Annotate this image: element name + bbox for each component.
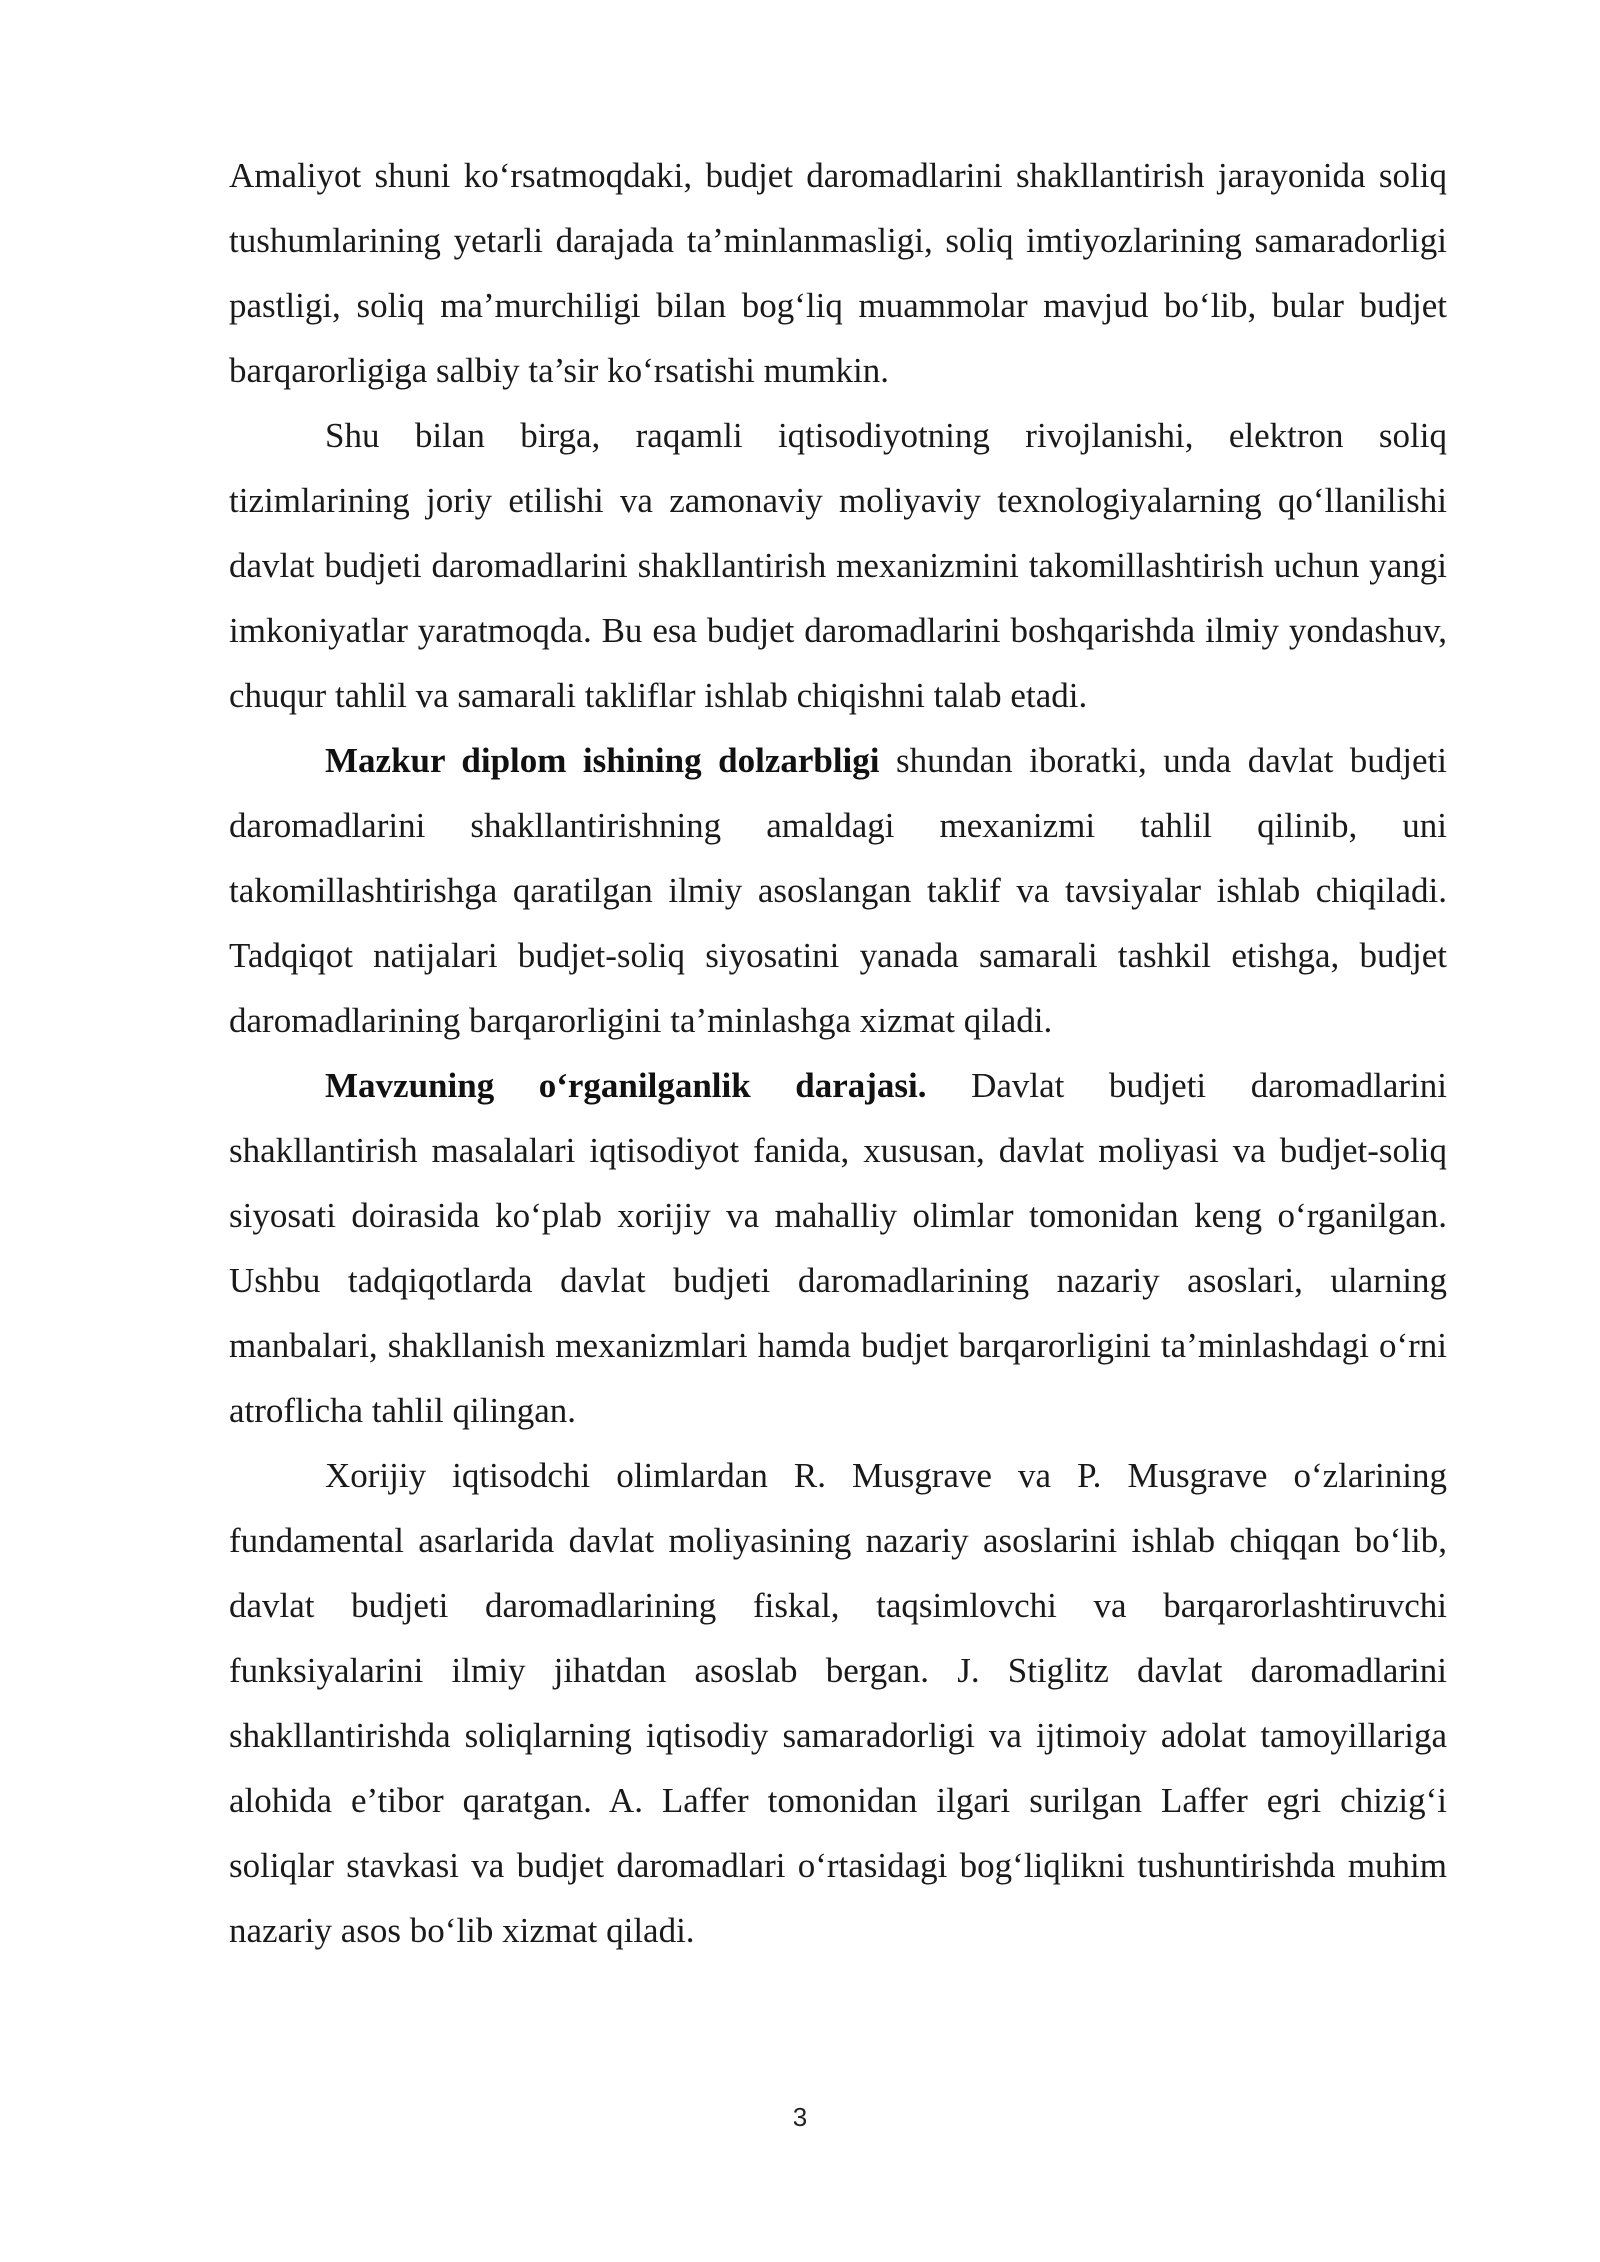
paragraph-3-bold-lead: Mazkur diplom ishining dolzarbligi <box>325 741 880 780</box>
page-number: 3 <box>792 2102 808 2132</box>
paragraph-3 <box>229 728 1447 1053</box>
body-text <box>229 143 1447 1963</box>
paragraph-5 <box>229 1443 1447 1963</box>
paragraph-2-text: Shu bilan birga, raqamli iqtisodiyotning rivojlanishi, elektron soliq tizimlarining joriy etilishi va zamonaviy moliyaviy texnologiyalarning qo‘llanilishi davlat budjeti daromadlarini shakllantirish mexanizmini takomillashtirish uchun yangi imkoniyatlar yaratmoqda. Bu esa budjet daromadlarini boshqarishda ilmiy yondashuv, chuqur tahlil va samarali takliflar ishlab chiqishni talab etadi. <box>229 416 1447 715</box>
paragraph-1 <box>229 143 1447 403</box>
paragraph-4-text: Davlat budjeti daromadlarini shakllantirish masalalari iqtisodiyot fanida, xususan, davlat moliyasi va budjet-soliq siyosati doirasida ko‘plab xorijiy va mahalliy olimlar tomonidan keng o‘rganilgan. Ushbu tadqiqotlarda davlat budjeti daromadlarining nazariy asoslari, ularning manbalari, shakllanish mexanizmlari hamda budjet barqarorligini ta’minlashdagi o‘rni atroflicha tahlil qilingan. <box>229 1066 1448 1430</box>
paragraph-4 <box>229 1053 1447 1443</box>
paragraph-4-bold-lead: Mavzuning o‘rganilganlik darajasi. <box>325 1066 927 1105</box>
paragraph-5-text: Xorijiy iqtisodchi olimlardan R. Musgrave va P. Musgrave o‘zlarining fundamental asarlarida davlat moliyasining nazariy asoslarini ishlab chiqqan bo‘lib, davlat budjeti daromadlarining fiskal, taqsimlovchi va barqarorlashtiruvchi funksiyalarini ilmiy jihatdan asoslab bergan. J. Stiglitz davlat daromadlarini shakllantirishda soliqlarning iqtisodiy samaradorligi va ijtimoiy adolat tamoyillariga alohida e’tibor qaratgan. A. Laffer tomonidan ilgari surilgan Laffer egri chizig‘i soliqlar stavkasi va budjet daromadlari o‘rtasidagi bog‘liqlikni tushuntirishda muhim nazariy asos bo‘lib xizmat qiladi. <box>229 1456 1447 1950</box>
paragraph-3-text: shundan iboratki, unda davlat budjeti daromadlarini shakllantirishning amaldagi mexanizmi tahlil qilinib, uni takomillashtirishga qaratilgan ilmiy asoslangan taklif va tavsiyalar ishlab chiqiladi. Tadqiqot natijalari budjet-soliq siyosatini yanada samarali tashkil etishga, budjet daromadlarining barqarorligini ta’minlashga xizmat qiladi. <box>229 741 1447 1040</box>
paragraph-2 <box>229 403 1447 728</box>
paragraph-1-text: Amaliyot shuni ko‘rsatmoqdaki, budjet daromadlarini shakllantirish jarayonida soliq tushumlarining yetarli darajada ta’minlanmasligi, soliq imtiyozlarining samaradorligi pastligi, soliq ma’murchiligi bilan bog‘liq muammolar mavjud bo‘lib, bular budjet barqarorligiga salbiy ta’sir ko‘rsatishi mumkin. <box>229 156 1447 390</box>
